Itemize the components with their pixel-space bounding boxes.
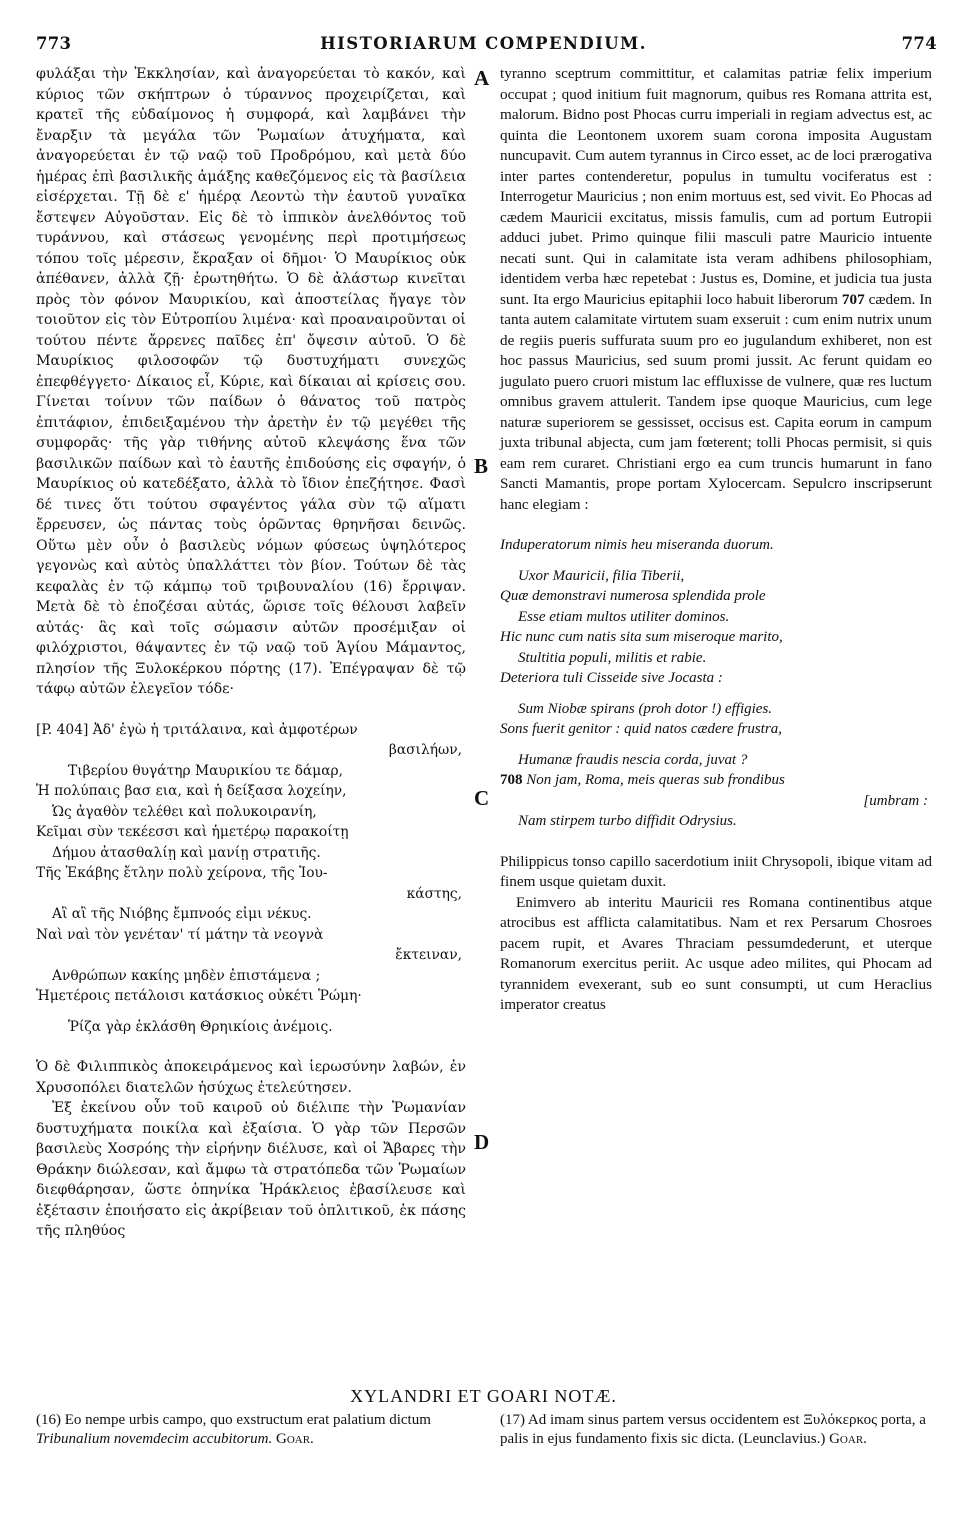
greek-verse-line: Ῥίζα γὰρ ἐκλάσθη Θρηικίοις ἀνέμοις. — [68, 1018, 333, 1035]
latin-verse-line: Stultitia populi, militis et rabie. — [518, 649, 707, 666]
greek-verse-line: Κεῖμαι σὺν τεκέεσσι καὶ ἡμετέρῳ παρακοίτῃ — [36, 824, 349, 840]
margin-letter-d: D — [474, 1130, 490, 1154]
latin-paragraph-3: Enimvero ab interitu Mauricii res Romana continentibus atque atrocibus est afflicta calamitatibus. Nam et rex Persarum Chosroes pacem rupit, et Avares Thraciam pessumdederunt, et uterque Romanorum exercitus periit. Ac usque adeo milites, qui Phocam ad tyrannidem evexerant, sub eo sunt consumpti, ut cum Heraclius imperator creatus — [500, 893, 932, 1013]
greek-verse-line: ἔκτειναν, — [395, 947, 462, 963]
greek-verse-line: Ὡς ἀγαθὸν τελέθει καὶ πολυκοιρανίη, — [52, 803, 317, 820]
greek-verse-line: Αἲ αἲ τῆς Νιόβης ἔμπνοός εἰμι νέκυς. — [52, 906, 312, 922]
greek-verse-line: βασιλήων, — [388, 742, 462, 758]
greek-verse-line: Ἡμετέροις πετάλοισι κατάσκιος οὐκέτι Ῥώμη· — [36, 988, 362, 1004]
greek-paragraph-2: Ὁ δὲ Φιλιππικὸς ἀποκειράμενος καὶ ἱερωσύνην λαβών, ἐν Χρυσοπόλει διατελῶν ἡσύχως ἐτελεύτησεν. — [36, 1059, 466, 1096]
footnote-italic: Tribunalium novemdecim accubitorum. — [36, 1431, 273, 1447]
latin-verse-line: Sons fuerit genitor : quid natos cædere frustra, — [500, 721, 782, 737]
notes-title: XYLANDRI ET GOARI NOTÆ. — [350, 1386, 617, 1406]
latin-verse-line: Esse etiam multos utiliter dominos. — [518, 608, 730, 625]
greek-verse-line: Ναὶ ναὶ τὸν γενέταν' τί μάτην τὰ νεογνὰ — [36, 926, 324, 943]
margin-letter-c: C — [474, 786, 490, 810]
latin-elegy — [500, 535, 932, 832]
footnote-text: (17) Ad imam sinus partem versus occidentem est Ξυλόκερκος porta, a palis in ejus fundamento fixis sic dicta. (Leunclavius.) — [500, 1412, 926, 1447]
marginal-number-707: 707 — [841, 290, 865, 308]
latin-text: tyranno sceptrum committitur, et calamitas patriæ felix imperium occupat ; quod initium fuit magnorum, quibus res Romana attrita est, malorum. Bidno post Phocas curru imperiali in regiam advectus est, ac quinta die Leontonem uxorem suam corona imposita Augustam nuncupavit. Cum autem tyrannus in Circo esset, ac de loci prærogativa inter partes contenderetur, populus in tumultu vociferatus est : Interrogetur Mauricius ; non enim mortuus est, sed vivit. Eo Phocas ad cædem Mauricii excitatus, missis famulis, cum ad portum Eutropii adduci jubet. Primo quinque filii masculi patre Mauricio intuente necati sunt. Qui in calamitate ista veram adhibens philosophiam, identidem verba hæc repetebat : Justus es, Domine, et judicia tua justa sunt. Ita ergo Mauricius epitaphii loco habuit liberorum — [500, 65, 932, 308]
margin-letter-b: B — [474, 454, 489, 478]
greek-paragraph-1: φυλάξαι τὴν Ἐκκλησίαν, καὶ ἀναγορεύεται τὸ κακόν, καὶ κύριος τῶν σκήπτρων ὁ τύραννος προχειρίζεται, καὶ κρατεῖ τῆς εὐδαίμονος ἡ συμφορά, καὶ λαμβάνει τὴν ἔναρξιν τὰ μεγάλα τῶν Ῥωμαίων ἀτυχήματα, καὶ ἀναγορεύεται ἐν τῷ ναῷ τοῦ Προδρόμου, καὶ μετὰ δύο ἡμέρας ἐπὶ βασιλικῆς ἁμάξης καθεζόμενος εἰς τὰ βασίλεια εἰσέρχεται. Τῇ δὲ ε' ἡμέρᾳ Λεοντὼ τὴν ἑαυτοῦ γυναῖκα ἔστεψεν Αὐγοῦσταν. Εἰς δὲ τὸ ἱππικὸν ἀνελθόντος τοῦ τυράννου, καὶ στάσεως γενομένης περὶ προτιμήσεως τόπου τοῖς μέρεσιν, ἔκραξαν οἱ δῆμοι· Ὁ Μαυρίκιος οὐκ ἀπέθανεν, ἀλλὰ ζῇ· ἐρωτηθήτω. Ὁ δὲ ἀλάστωρ κινεῖται πρὸς τὸν φόνον Μαυρικίου, καὶ ἀποστείλας ἤγαγε τὸν τοιοῦτον εἰς τὸν Εὐτροπίου λιμένα· καὶ προαναιροῦνται οἱ τούτου πέντε ἄρρενες παῖδες ἐπ' ὄψεσιν αὐτοῦ. Ὁ δὲ Μαυρίκιος φιλοσοφῶν τῷ δυστυχήματι συνεχῶς ἐπεφθέγγετο· Δίκαιος εἶ, Κύριε, καὶ δίκαιαι αἱ κρίσεις σου. Γίνεται τοίνυν τῶν παίδων ὁ θάνατος τοῦ πατρὸς ἐπιτάφιον, ἐπιδειξαμένου τὴν ἀρετὴν ἐν τῷ μεγέθει τῆς συμφορᾶς· τῆς γὰρ τιθήνης αὐτοῦ κλεψάσης ἕνα τῶν βασιλικῶν παίδων καὶ τὸ ἑαυτῆς ἐπιδούσης εἰς σφαγήν, ὁ Μαυρίκιος οὐ κατεδέξατο, ἀλλὰ τὸ ἴδιον ἐπεζήτησε. Φασὶ δέ τινες ὅτι τούτου σφαγέντος γάλα σὺν τῷ αἵματι ἔρρευσεν, ὡς πάντας τοὺς ὁρῶντας θρηνῆσαι δεινῶς. Οὕτω μὲν οὖν ὁ βασιλεὺς νόμων φύσεως ὑψηλότερος γεγονὼς καὶ αὐτὸς ὑπαλλάττει τὸν βίον. Τούτων δὲ τὰς κεφαλὰς ἐν τῷ κάμπῳ τοῦ τριβουναλίου (16) ἔρριψαν. Μετὰ δὲ τὸ ἐποζέσαι αὐτάς, ὥρισε τοῖς θέλουσι λαβεῖν αὐτάς· ἃς καὶ τοῖς σώμασιν αὐτῶν προσέμιξαν οἱ φιλόχριστοι, θάψαντες ἐν τῷ ναῷ τοῦ Ἁγίου Μάμαντος, πλησίον τῆς Ξυλοκέρκου πόρτης (17). Ἐπέγραψαν δὲ τῷ τάφῳ αὐτῶν ἐλεγεῖον τόδε· — [36, 66, 466, 697]
latin-verse-line: Non jam, Roma, meis queras sub frondibus — [526, 772, 785, 788]
latin-verse-line: [umbram : — [863, 792, 928, 809]
latin-paragraph-2: Philippicus tonso capillo sacerdotium iniit Chrysopoli, ibique vitam ad finem usque quietam duxit. — [500, 852, 932, 890]
latin-verse-line: Deteriora tuli Cisseide sive Jocasta : — [500, 670, 723, 686]
footnote-16 — [36, 1411, 464, 1449]
greek-verse-line: Ανθρώπων κακίης μηδὲν ἐπιστάμενα ; — [52, 967, 321, 984]
greek-column — [36, 64, 466, 1242]
footnote-17 — [500, 1411, 932, 1449]
running-title: HISTORIARUM COMPENDIUM. — [320, 34, 647, 53]
latin-verse-line: Nam stirpem turbo diffidit Odrysius. — [518, 813, 737, 829]
page-number-left: 773 — [36, 34, 72, 53]
greek-verse-line: Τῆς Ἑκάβης ἔτλην πολὺ χείρονα, τῆς Ἰου- — [36, 865, 328, 881]
latin-paragraph-1 — [500, 64, 932, 515]
greek-paragraph-3: Ἐξ ἐκείνου οὖν τοῦ καιροῦ οὐ διέλιπε τὴν Ῥωμανίαν δυστυχήματα ποικίλα καὶ ἐξαίσια. Ὁ γὰρ τῶν Περσῶν βασιλεὺς Χοσρόης τὴν εἰρήνην διέλυσε, καὶ οἱ Ἄβαρες τὴν Θράκην διώλεσαν, καὶ ἄμφω τὰ στρατόπεδα τῶν Ῥωμαίων διεφθάρησαν, ὥστε ὁπηνίκα Ἡράκλειος ἐβασίλευσε καὶ ἐξέτασιν ἐποιήσατο εἰς ἀκρίβειαν τοῦ ὁπλιτικοῦ, ἐκ πάσης τῆς πληθύος — [36, 1100, 466, 1239]
greek-verse-line: Τιβερίου θυγάτηρ Μαυρικίου τε δάμαρ, — [68, 762, 344, 779]
latin-verse-line: Induperatorum nimis heu miseranda duorum. — [500, 537, 774, 553]
latin-verse-line: Uxor Mauricii, filia Tiberii, — [518, 567, 685, 584]
greek-verse-line: Δήμου ἀτασθαλίῃ καὶ μανίῃ στρατιῆς. — [52, 844, 321, 861]
footnote-signature: Goar. — [275, 1431, 314, 1447]
latin-column — [500, 64, 932, 1016]
greek-epitaph — [36, 720, 466, 1038]
marginal-number-708: 708 — [500, 772, 523, 788]
greek-verse-line: [P. 404] Ἀδ' ἐγὼ ἡ τριτάλαινα, καὶ ἀμφοτέρων — [36, 721, 358, 738]
latin-text: cædem. In tanta autem calamitate virtutem suam exseruit : cum enim nutrix unum de regiis pueris suffurata suum pro eo jugulandum exhiberet, non est hoc passus Mauricius, sed suum promi jussit. Ac ferunt quidam eo jugulato puero cruori mistum lac effluxisse de vulnere, quæ res luctum omnibus gravem attulerit. Tandem ipse quoque Mauricius, cum lege naturæ superiorem se gessisset, occisus est. Capita eorum in campum juxta tribunal abjecta, cum jam fœterent; tolli Phocas permisit, si quis eam rem curaret. Christiani ergo ea cum truncis humarunt in fano Sancti Mamantis, prope portam Xylocercam. Sepulcro inscripserunt hanc elegiam : — [500, 290, 933, 513]
latin-verse-line: Quæ demonstravi numerosa splendida prole — [500, 588, 766, 604]
margin-letter-a: A — [474, 66, 490, 90]
footnote-text: (16) Eo nempe urbis campo, quo exstructum erat palatium dictum — [36, 1412, 431, 1428]
greek-verse-line: Ἡ πολύπαις βασ εια, καὶ ἡ δείξασα λοχείην, — [36, 783, 347, 799]
latin-verse-line: Humanæ fraudis nescia corda, juvat ? — [518, 751, 748, 768]
greek-verse-line: κάστης, — [406, 885, 462, 902]
latin-verse-line: Sum Niobæ spirans (proh dotor !) effigies. — [518, 700, 773, 717]
footnote-signature: Goar. — [829, 1431, 867, 1447]
latin-verse-line: Hic nunc cum natis sita sum miseroque marito, — [500, 629, 783, 645]
page-number-right: 774 — [901, 34, 937, 53]
